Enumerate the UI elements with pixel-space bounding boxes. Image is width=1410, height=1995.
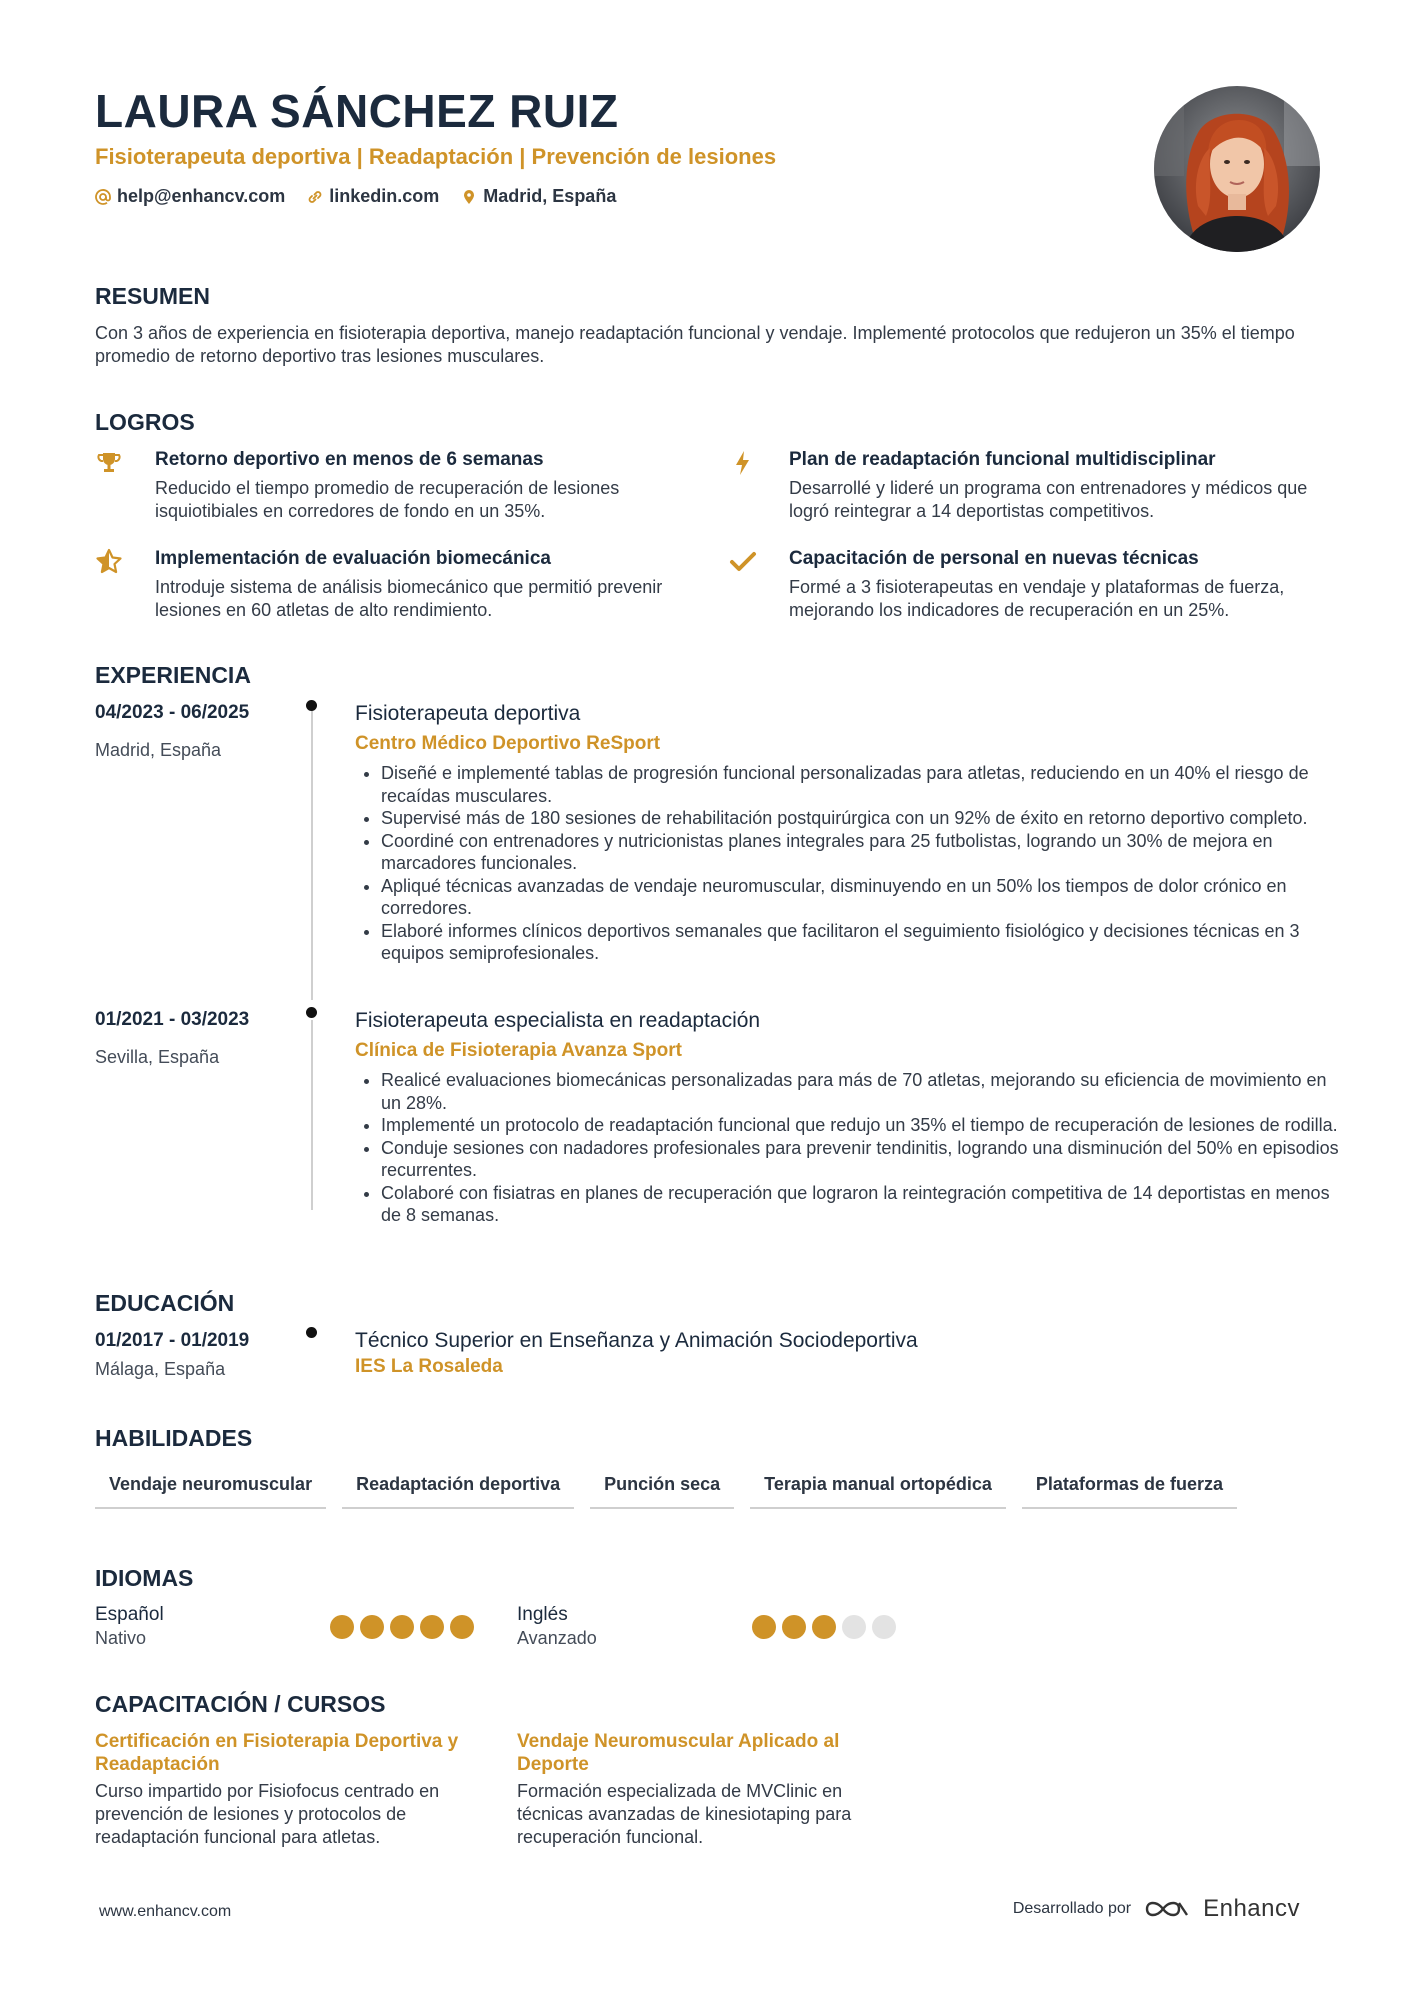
- job-role: Fisioterapeuta deportiva: [355, 702, 581, 725]
- job-company: Centro Médico Deportivo ReSport: [355, 733, 661, 754]
- lightning-icon: [729, 449, 757, 477]
- rating-dot-filled: [390, 1615, 414, 1639]
- achievement-title: Plan de readaptación funcional multidisciplinar: [789, 449, 1216, 470]
- job-bullets: [355, 1069, 1346, 1227]
- skill-tag: Plataformas de fuerza: [1022, 1462, 1237, 1509]
- list-item: • Implementé un protocolo de readaptación funcional que redujo un 35% el tiempo de recuperación de lesiones de rodilla.: [381, 1114, 1346, 1137]
- contact-list: [95, 186, 616, 207]
- course-item: [95, 1730, 475, 1849]
- rating-dot-filled: [360, 1615, 384, 1639]
- rating-dot-empty: [842, 1615, 866, 1639]
- trophy-icon: [95, 449, 123, 477]
- achievement-desc: Formé a 3 fisioterapeutas en vendaje y plataformas de fuerza, mejorando los indicadores de recuperación en un 25%.: [789, 577, 1285, 620]
- contact-linkedin-text: linkedin.com: [329, 186, 440, 206]
- skill-tag: Terapia manual ortopédica: [750, 1462, 1006, 1509]
- achievement-desc: Reducido el tiempo promedio de recuperación de lesiones isquiotibiales en corredores de fondo en un 35%.: [155, 478, 620, 521]
- summary-text: Con 3 años de experiencia en fisioterapia deportiva, manejo readaptación funcional y vendaje. Implementé protocolos que redujeron un 35% el tiempo promedio de retorno deportivo tras lesiones musculares.: [95, 323, 1295, 366]
- course-item: [517, 1730, 897, 1849]
- contact-linkedin[interactable]: [307, 186, 439, 207]
- rating-dot-filled: [782, 1615, 806, 1639]
- experience-heading: EXPERIENCIA: [95, 662, 251, 688]
- link-icon: [307, 189, 323, 205]
- star-icon: [95, 548, 123, 576]
- achievement-desc: Desarrollé y lideré un programa con entrenadores y médicos que logró reintegrar a 14 deportistas competitivos.: [789, 478, 1308, 521]
- timeline-dot: [306, 1007, 317, 1018]
- language-name: Español: [95, 1604, 164, 1625]
- list-item: • Diseñé e implementé tablas de progresión funcional personalizadas para atletas, reduciendo en un 40% el riesgo de recaídas musculares.: [381, 762, 1346, 807]
- achievement-title: Implementación de evaluación biomecánica: [155, 548, 551, 569]
- job-location: Sevilla, España: [95, 1047, 220, 1067]
- language-item: [517, 1604, 597, 1649]
- skill-tag: Punción seca: [590, 1462, 734, 1509]
- location-pin-icon: [461, 189, 477, 205]
- summary-heading: RESUMEN: [95, 283, 211, 309]
- skills-heading: HABILIDADES: [95, 1425, 253, 1451]
- languages-heading: IDIOMAS: [95, 1565, 194, 1591]
- brand-name: Enhancv: [1203, 1895, 1300, 1922]
- list-item: • Apliqué técnicas avanzadas de vendaje neuromuscular, disminuyendo en un 50% los tiempos de dolor crónico en corredores.: [381, 875, 1346, 920]
- headline: Fisioterapeuta deportiva | Readaptación | Prevención de lesiones: [95, 144, 777, 169]
- timeline-dot: [306, 700, 317, 711]
- contact-email[interactable]: [95, 186, 285, 207]
- list-item: • Supervisé más de 180 sesiones de rehabilitación postquirúrgica con un 92% de éxito en retorno deportivo completo.: [381, 807, 1346, 830]
- language-item: [95, 1604, 164, 1649]
- enhancv-logo-icon: [1143, 1897, 1191, 1921]
- language-rating: [330, 1615, 474, 1639]
- contact-location-text: Madrid, España: [483, 186, 617, 206]
- language-level: Nativo: [95, 1628, 147, 1648]
- rating-dot-filled: [420, 1615, 444, 1639]
- rating-dot-empty: [872, 1615, 896, 1639]
- education-dates: 01/2017 - 01/2019: [95, 1330, 250, 1351]
- courses-heading: CAPACITACIÓN / CURSOS: [95, 1691, 386, 1717]
- skills-list: [95, 1462, 1237, 1509]
- job-bullets: [355, 762, 1346, 965]
- course-desc: Formación especializada de MVClinic en técnicas avanzadas de kinesiotaping para recuperación funcional.: [517, 1781, 852, 1847]
- contact-location: [461, 186, 616, 207]
- language-name: Inglés: [517, 1604, 568, 1625]
- job-role: Fisioterapeuta especialista en readaptación: [355, 1009, 761, 1032]
- achievements-heading: LOGROS: [95, 409, 195, 435]
- job-dates: 01/2021 - 03/2023: [95, 1009, 250, 1030]
- list-item: • Colaboré con fisiatras en planes de recuperación que lograron la reintegración competitiva de 14 deportistas en menos de 8 semanas.: [381, 1182, 1346, 1227]
- checkmark-icon: [729, 548, 757, 576]
- at-icon: [95, 189, 111, 205]
- education-location: Málaga, España: [95, 1359, 226, 1379]
- job-location: Madrid, España: [95, 740, 222, 760]
- job-company: Clínica de Fisioterapia Avanza Sport: [355, 1040, 682, 1061]
- list-item: • Elaboré informes clínicos deportivos semanales que facilitaron el seguimiento fisiológico y decisiones técnicas en 3 equipos semiprofesionales.: [381, 920, 1346, 965]
- timeline-line: [311, 710, 313, 1000]
- skill-tag: Readaptación deportiva: [342, 1462, 574, 1509]
- rating-dot-filled: [752, 1615, 776, 1639]
- education-degree: Técnico Superior en Enseñanza y Animación Sociodeportiva: [355, 1329, 918, 1352]
- language-rating: [752, 1615, 896, 1639]
- list-item: • Realicé evaluaciones biomecánicas personalizadas para más de 70 atletas, mejorando su eficiencia de movimiento en un 28%.: [381, 1069, 1346, 1114]
- timeline-line: [311, 1020, 313, 1210]
- education-school: IES La Rosaleda: [355, 1356, 503, 1377]
- course-desc: Curso impartido por Fisiofocus centrado en prevención de lesiones y protocolos de readaptación funcional para atletas.: [95, 1781, 440, 1847]
- skill-tag: Vendaje neuromuscular: [95, 1462, 326, 1509]
- education-heading: EDUCACIÓN: [95, 1290, 235, 1316]
- job-dates: 04/2023 - 06/2025: [95, 702, 250, 723]
- footer-website[interactable]: www.enhancv.com: [99, 1903, 232, 1920]
- achievement-title: Capacitación de personal en nuevas técnicas: [789, 548, 1199, 569]
- footer-branding: [1013, 1895, 1300, 1923]
- powered-by-label: Desarrollado por: [1012, 1900, 1132, 1917]
- candidate-name: LAURA SÁNCHEZ RUIZ: [95, 85, 619, 137]
- language-level: Avanzado: [517, 1628, 597, 1648]
- contact-email-text: help@enhancv.com: [117, 186, 286, 206]
- rating-dot-filled: [330, 1615, 354, 1639]
- course-title: Certificación en Fisioterapia Deportiva y Readaptación: [95, 1731, 459, 1775]
- rating-dot-filled: [812, 1615, 836, 1639]
- achievement-title: Retorno deportivo en menos de 6 semanas: [155, 449, 544, 470]
- profile-photo: [1154, 86, 1320, 252]
- list-item: • Conduje sesiones con nadadores profesionales para prevenir tendinitis, logrando una disminución del 50% en episodios recurrentes.: [381, 1137, 1346, 1182]
- achievement-desc: Introduje sistema de análisis biomecánico que permitió prevenir lesiones en 60 atletas de alto rendimiento.: [155, 577, 663, 620]
- list-item: • Coordiné con entrenadores y nutricionistas planes integrales para 25 futbolistas, logrando un 30% de mejora en marcadores funcionales.: [381, 830, 1346, 875]
- timeline-dot: [306, 1327, 317, 1338]
- course-title: Vendaje Neuromuscular Aplicado al Deporte: [517, 1731, 840, 1775]
- rating-dot-filled: [450, 1615, 474, 1639]
